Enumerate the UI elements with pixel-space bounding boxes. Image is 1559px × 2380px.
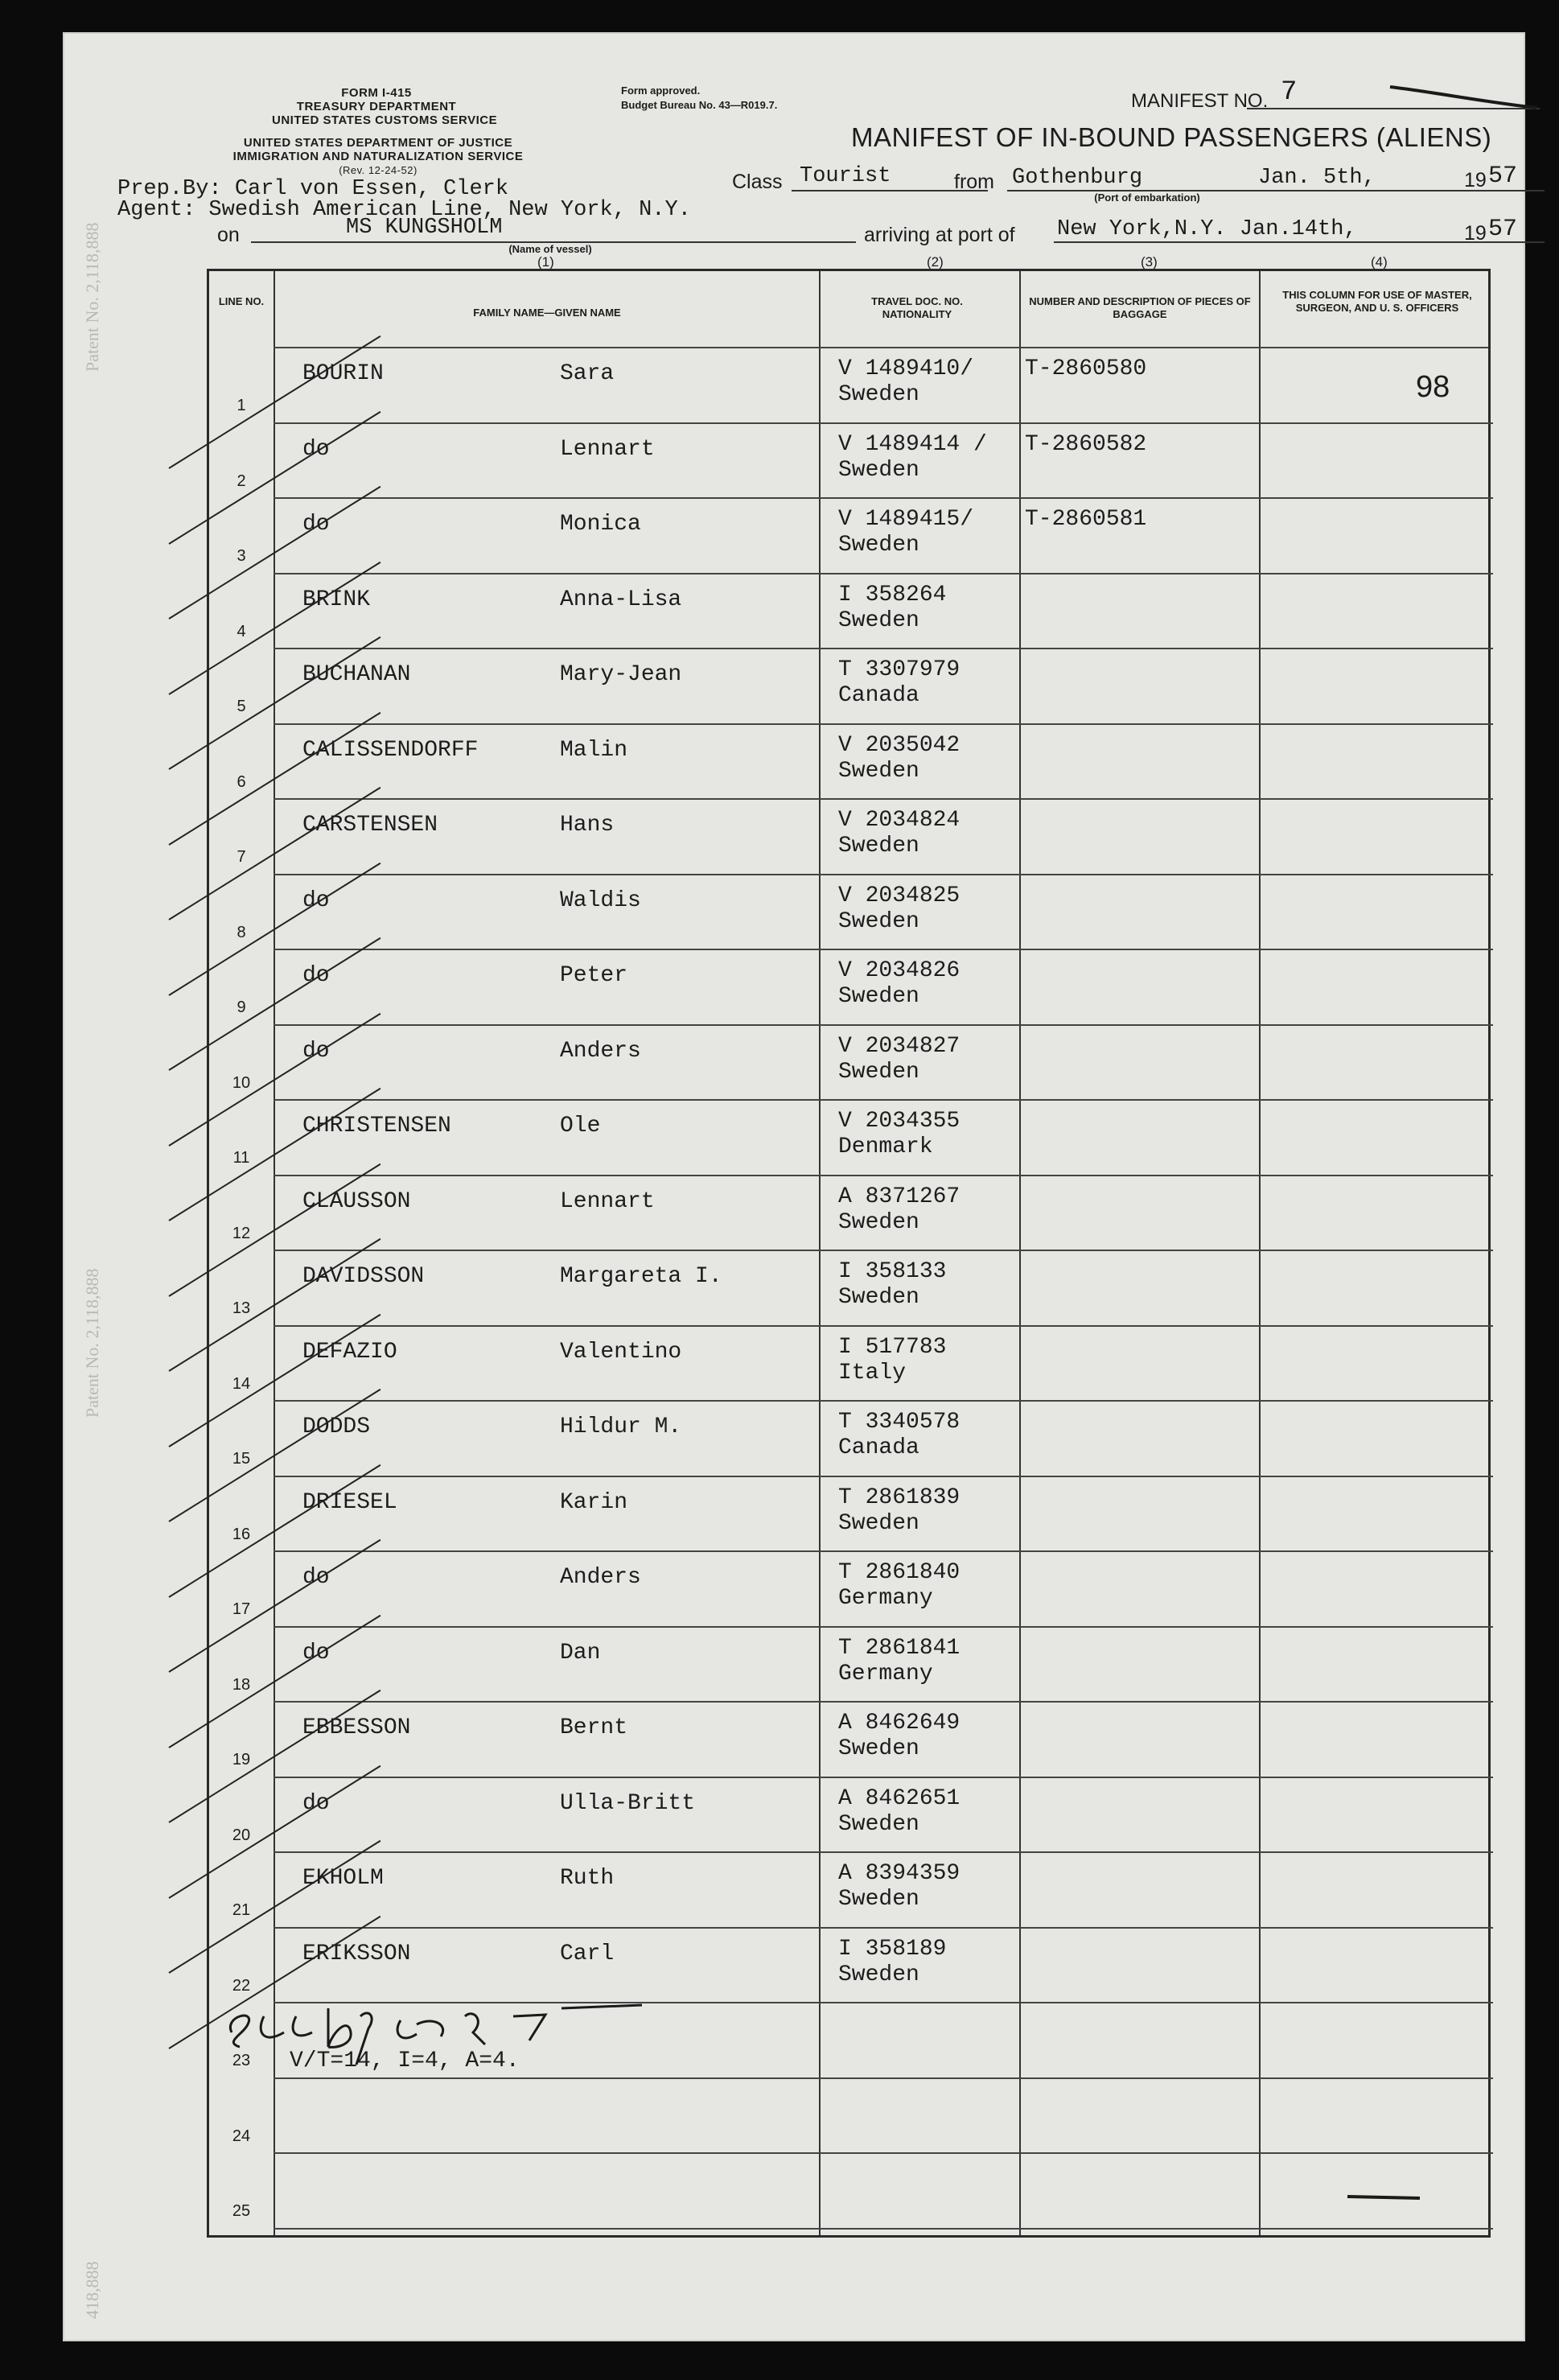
nationality: Sweden: [838, 457, 919, 483]
travel-doc-number: A 8462651: [838, 1785, 960, 1811]
table-row: [209, 1550, 1493, 1626]
nationality: Sweden: [838, 984, 919, 1009]
departure-date: Jan. 5th,: [1258, 166, 1376, 190]
line-number: 25: [232, 2202, 251, 2220]
family-name: BUCHANAN: [302, 662, 411, 687]
nationality: Sweden: [838, 1962, 919, 1987]
form-number: FORM I-415: [341, 86, 412, 100]
from-label: from: [954, 171, 994, 193]
line-number: 3: [237, 547, 246, 565]
given-name: Karin: [560, 1489, 628, 1515]
family-name: BRINK: [302, 587, 371, 612]
bottom-pen-mark: [1343, 2189, 1424, 2205]
given-name: Anna-Lisa: [560, 587, 682, 612]
travel-doc-number: V 1489415/: [838, 507, 974, 532]
nationality: Sweden: [838, 1811, 919, 1837]
line-number: 12: [232, 1224, 251, 1242]
family-name: DRIESEL: [302, 1489, 397, 1515]
family-name: CHRISTENSEN: [302, 1114, 451, 1139]
table-row: [209, 1250, 1493, 1325]
nationality: Canada: [838, 683, 919, 708]
arrival-year-prefix: 19: [1464, 222, 1487, 245]
travel-doc-number: A 8462649: [838, 1711, 960, 1736]
given-name: Lennart: [560, 436, 655, 462]
travel-doc-number: V 2034824: [838, 808, 960, 833]
line-number: 6: [237, 772, 246, 791]
line-number: 11: [232, 1149, 250, 1167]
given-name: Anders: [560, 1565, 641, 1590]
table-row: [209, 798, 1493, 874]
line-number: 2: [237, 471, 246, 490]
family-name: CLAUSSON: [302, 1188, 411, 1214]
line-number: 13: [232, 1299, 251, 1317]
travel-doc-number: V 2034355: [838, 1109, 960, 1134]
col-1-number: (1): [537, 254, 554, 270]
table-row: [209, 648, 1493, 723]
line-number: 24: [232, 2127, 251, 2145]
nationality: Sweden: [838, 607, 919, 633]
family-name: do: [302, 436, 330, 462]
family-name: do: [302, 1038, 330, 1064]
on-label: on: [217, 224, 240, 246]
family-name: do: [302, 1640, 330, 1666]
table-row: [209, 1024, 1493, 1100]
nationality: Sweden: [838, 1736, 919, 1761]
travel-doc-number: T 2861839: [838, 1484, 960, 1510]
line-number: 10: [232, 1073, 251, 1092]
table-row: [209, 1400, 1493, 1476]
table-row: [209, 1777, 1493, 1852]
baggage: T-2860580: [1025, 356, 1147, 381]
agent: Agent: Swedish American Line, New York, N.Y.: [117, 198, 691, 222]
travel-doc-number: A 8371267: [838, 1184, 960, 1209]
line-number: 15: [232, 1450, 251, 1468]
revision: (Rev. 12-24-52): [339, 164, 418, 176]
table-row: [209, 422, 1493, 498]
travel-doc-number: V 2034825: [838, 883, 960, 908]
immigration-service: IMMIGRATION AND NATURALIZATION SERVICE: [232, 150, 524, 163]
given-name: Sara: [560, 361, 615, 386]
line-number: 4: [237, 622, 246, 640]
nationality: Sweden: [838, 908, 919, 934]
baggage: T-2860581: [1025, 507, 1147, 532]
given-name: Margareta I.: [560, 1264, 722, 1289]
nationality: Germany: [838, 1661, 933, 1686]
patent-stamp-top: Patent No. 2,118,888: [82, 222, 102, 372]
table-row: [209, 2077, 1493, 2153]
travel-doc-number: V 2035042: [838, 732, 960, 758]
budget-bureau: Budget Bureau No. 43—R019.7.: [621, 99, 778, 111]
travel-doc-number: T 2861840: [838, 1560, 960, 1585]
line-number: 20: [232, 1826, 251, 1844]
header-name: FAMILY NAME—GIVEN NAME: [473, 307, 621, 319]
header-officers: THIS COLUMN FOR USE OF MASTER, SURGEON, AND U. S. OFFICERS: [1282, 289, 1472, 314]
line-number: 19: [232, 1751, 251, 1769]
patent-stamp-bottom: 418,888: [82, 2261, 102, 2319]
family-name: do: [302, 1565, 330, 1590]
line-number: 16: [232, 1525, 251, 1543]
nationality: Canada: [838, 1435, 919, 1460]
table-row: [209, 1626, 1493, 1702]
given-name: Waldis: [560, 887, 641, 913]
given-name: Valentino: [560, 1339, 682, 1365]
line-number: 18: [232, 1675, 251, 1694]
class-label: Class: [732, 171, 783, 193]
table-row: [209, 573, 1493, 649]
nationality: Sweden: [838, 758, 919, 784]
departure-year: 57: [1488, 163, 1518, 190]
justice-dept: UNITED STATES DEPARTMENT OF JUSTICE: [243, 136, 513, 150]
table-row: [209, 347, 1493, 422]
line-number: 5: [237, 698, 246, 715]
line-number: 14: [232, 1374, 251, 1393]
travel-doc-number: T 3307979: [838, 657, 960, 682]
line-number: 22: [232, 1976, 251, 1995]
given-name: Malin: [560, 737, 628, 763]
col-2-number: (2): [927, 254, 944, 270]
family-name: EKHOLM: [302, 1866, 384, 1891]
travel-doc-number: V 2034827: [838, 1033, 960, 1059]
family-name: DODDS: [302, 1414, 371, 1439]
family-name: do: [302, 1790, 330, 1816]
family-name: do: [302, 512, 330, 537]
given-name: Mary-Jean: [560, 662, 682, 687]
nationality: Sweden: [838, 382, 919, 407]
vessel-caption: (Name of vessel): [508, 243, 592, 255]
header-baggage: NUMBER AND DESCRIPTION OF PIECES OF BAGGAGE: [1029, 295, 1251, 320]
col-3-number: (3): [1141, 254, 1158, 270]
table-row: [209, 1851, 1493, 1927]
nationality: Sweden: [838, 1887, 919, 1912]
nationality: Denmark: [838, 1134, 933, 1159]
travel-doc-number: V 1489414 /: [838, 431, 987, 457]
header-travel-doc: TRAVEL DOC. NO. NATIONALITY: [871, 295, 963, 320]
form-approved: Form approved.: [621, 84, 701, 97]
line-number: 21: [232, 1901, 251, 1919]
family-name: DAVIDSSON: [302, 1264, 425, 1289]
line-number: 9: [237, 999, 246, 1016]
col-4-number: (4): [1371, 254, 1388, 270]
family-name: do: [302, 887, 330, 913]
travel-doc-number: I 358264: [838, 582, 947, 607]
nationality: Italy: [838, 1360, 907, 1386]
departure-year-prefix: 19: [1464, 169, 1487, 191]
port-caption: (Port of embarkation): [1094, 191, 1200, 204]
given-name: Carl: [560, 1941, 615, 1966]
manifest-title: MANIFEST OF IN-BOUND PASSENGERS (ALIENS): [851, 122, 1492, 152]
given-name: Monica: [560, 512, 641, 537]
treasury-dept: TREASURY DEPARTMENT: [296, 100, 457, 113]
class-value: Tourist: [800, 164, 891, 188]
nationality: Germany: [838, 1586, 933, 1611]
header-line-no: LINE NO.: [218, 295, 265, 307]
family-name: DEFAZIO: [302, 1339, 397, 1365]
manifest-no-label: MANIFEST NO.: [1131, 90, 1269, 112]
line-number: 1: [237, 397, 246, 414]
family-name: CALISSENDORFF: [302, 737, 479, 763]
line-number: 7: [237, 848, 246, 866]
customs-service: UNITED STATES CUSTOMS SERVICE: [272, 113, 498, 127]
table-row: [209, 1099, 1493, 1175]
given-name: Ole: [560, 1114, 601, 1139]
given-name: Ruth: [560, 1866, 615, 1891]
passenger-table: [207, 269, 1491, 2238]
line-number: 17: [232, 1600, 251, 1618]
patent-stamp-middle: Patent No. 2,118,888: [82, 1268, 102, 1418]
nationality: Sweden: [838, 1510, 919, 1536]
table-row: [209, 1701, 1493, 1777]
baggage: T-2860582: [1025, 431, 1147, 457]
travel-doc-number: I 358133: [838, 1259, 947, 1284]
nationality: Sweden: [838, 1059, 919, 1085]
family-name: CARSTENSEN: [302, 813, 438, 838]
handwritten-signature: [208, 1984, 658, 2081]
summary-text: V/T=14, I=4, A=4.: [290, 2049, 520, 2073]
arrival-year: 57: [1488, 216, 1518, 243]
family-name: ERIKSSON: [302, 1941, 411, 1966]
table-row: [209, 1476, 1493, 1551]
arriving-label: arriving at port of: [864, 224, 1015, 246]
nationality: Sweden: [838, 533, 919, 558]
vessel-line: [251, 212, 856, 243]
travel-doc-number: I 517783: [838, 1334, 947, 1360]
manifest-no-pen-mark: [1384, 80, 1545, 113]
table-row: [209, 874, 1493, 949]
given-name: Hans: [560, 813, 615, 838]
given-name: Lennart: [560, 1188, 655, 1214]
travel-doc-number: I 358189: [838, 1936, 947, 1962]
table-row: [209, 949, 1493, 1024]
family-name: EBBESSON: [302, 1715, 411, 1740]
officer-note: 98: [1416, 370, 1450, 404]
nationality: Sweden: [838, 1285, 919, 1310]
given-name: Hildur M.: [560, 1414, 682, 1439]
given-name: Peter: [560, 963, 628, 988]
table-row: [209, 2152, 1493, 2228]
arriving-value: New York,N.Y. Jan.14th,: [1057, 217, 1357, 241]
table-row: [209, 1175, 1493, 1250]
prepared-by: Prep.By: Carl von Essen, Clerk: [117, 177, 509, 201]
family-name: do: [302, 963, 330, 988]
row-rule: [274, 2228, 1493, 2230]
line-number: 23: [232, 2052, 251, 2069]
given-name: Ulla-Britt: [560, 1790, 696, 1816]
given-name: Dan: [560, 1640, 601, 1666]
travel-doc-number: T 2861841: [838, 1635, 960, 1661]
line-number: 8: [237, 923, 246, 941]
travel-doc-number: V 2034826: [838, 958, 960, 983]
travel-doc-number: T 3340578: [838, 1410, 960, 1435]
manifest-no-value: 7: [1281, 77, 1298, 108]
travel-doc-number: V 1489410/: [838, 356, 974, 381]
family-name: BOURIN: [302, 361, 384, 386]
nationality: Sweden: [838, 834, 919, 859]
travel-doc-number: A 8394359: [838, 1861, 960, 1886]
from-value: Gothenburg: [1012, 166, 1143, 190]
given-name: Anders: [560, 1038, 641, 1064]
given-name: Bernt: [560, 1715, 628, 1740]
nationality: Sweden: [838, 1209, 919, 1235]
table-row: [209, 1325, 1493, 1401]
table-row: [209, 497, 1493, 573]
vessel-name: MS KUNGSHOLM: [346, 216, 503, 240]
table-row: [209, 723, 1493, 799]
